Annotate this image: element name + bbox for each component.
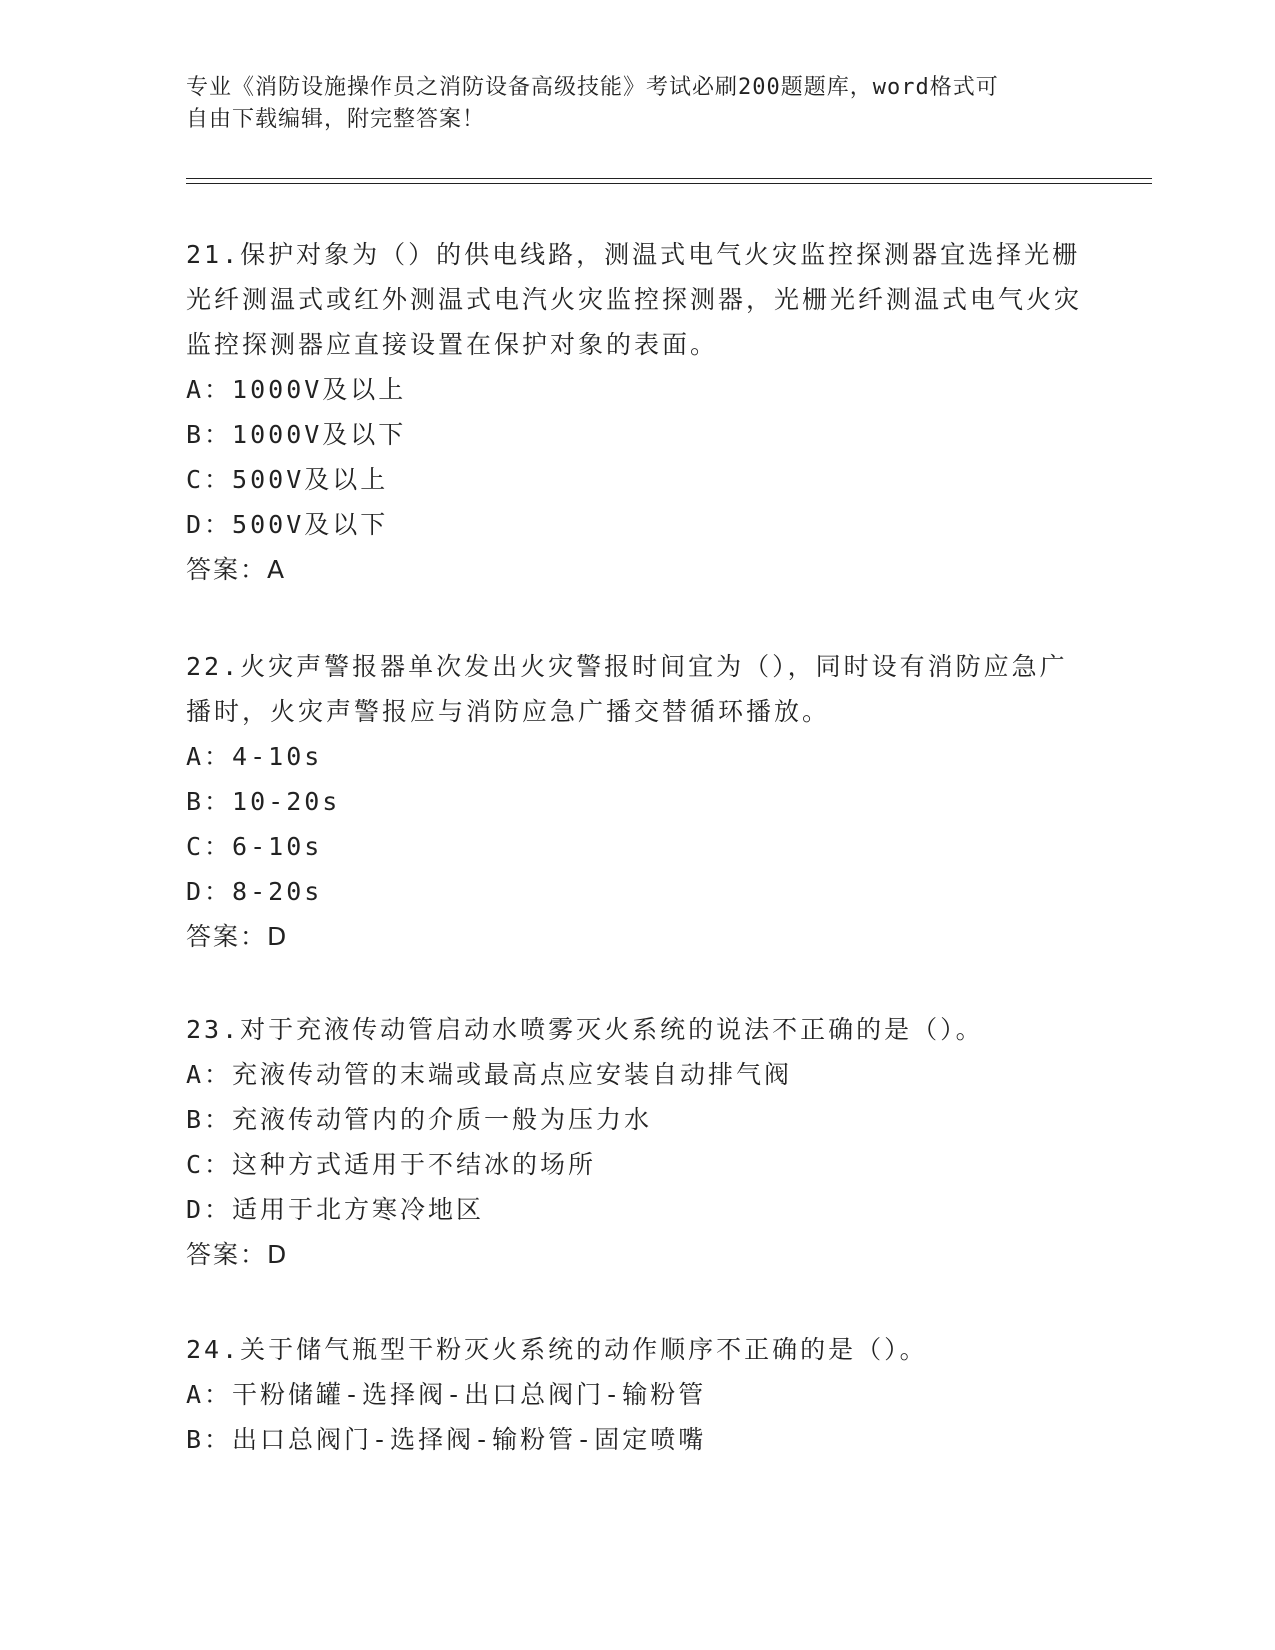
answer: 答案：D <box>186 1240 289 1269</box>
answer: 答案：A <box>186 555 287 584</box>
option-b: B：1000V及以下 <box>186 420 407 449</box>
header-divider-top <box>186 178 1152 179</box>
question-stem: 21.保护对象为（）的供电线路，测温式电气火灾监控探测器宜选择光栅光纤测温式或红外测温式电汽火灾监控探测器，光栅光纤测温式电气火灾监控探测器应直接设置在保护对象的表面。 <box>186 240 1083 359</box>
question-22 <box>186 644 1086 959</box>
option-b: B：充液传动管内的介质一般为压力水 <box>186 1105 653 1134</box>
option-b: B：10-20s <box>186 787 341 816</box>
option-a: A：4-10s <box>186 742 323 771</box>
option-a: A：干粉储罐-选择阀-出口总阀门-输粉管 <box>186 1380 707 1409</box>
question-23 <box>186 1007 1086 1277</box>
header-line-1: 专业《消防设施操作员之消防设备高级技能》考试必刷200题题库，word格式可 <box>186 75 999 100</box>
question-24 <box>186 1327 1086 1462</box>
option-a: A：1000V及以上 <box>186 375 407 404</box>
option-c: C：这种方式适用于不结冰的场所 <box>186 1150 597 1179</box>
question-stem: 22.火灾声警报器单次发出火灾警报时间宜为（），同时设有消防应急广播时，火灾声警报应与消防应急广播交替循环播放。 <box>186 652 1068 726</box>
option-b: B：出口总阀门-选择阀-输粉管-固定喷嘴 <box>186 1425 707 1454</box>
option-c: C：500V及以上 <box>186 465 389 494</box>
question-stem: 23.对于充液传动管启动水喷雾灭火系统的说法不正确的是（）。 <box>186 1015 984 1044</box>
option-d: D：适用于北方寒冷地区 <box>186 1195 485 1224</box>
option-d: D：500V及以下 <box>186 510 389 539</box>
option-d: D：8-20s <box>186 877 323 906</box>
document-header <box>186 72 1066 136</box>
header-divider-bottom <box>186 183 1152 184</box>
question-21 <box>186 232 1086 592</box>
question-stem: 24.关于储气瓶型干粉灭火系统的动作顺序不正确的是（）。 <box>186 1335 928 1364</box>
option-a: A：充液传动管的末端或最高点应安装自动排气阀 <box>186 1060 793 1089</box>
option-c: C：6-10s <box>186 832 323 861</box>
answer: 答案：D <box>186 922 289 951</box>
header-line-2: 自由下载编辑，附完整答案！ <box>186 107 486 132</box>
